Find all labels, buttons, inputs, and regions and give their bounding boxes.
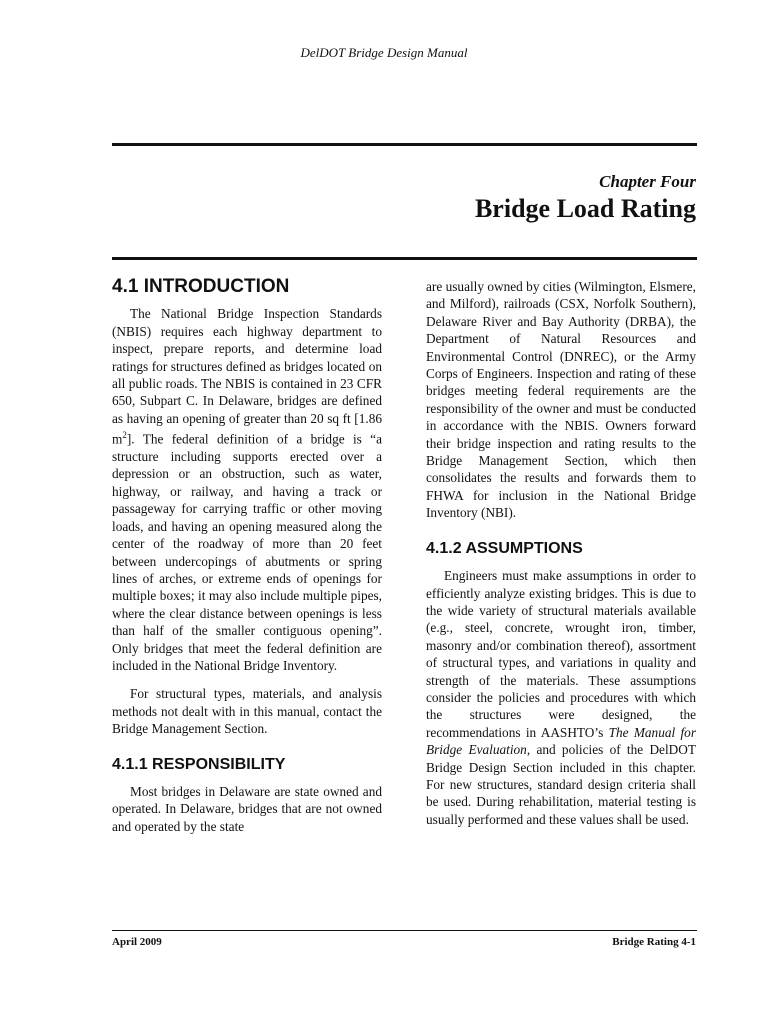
- footer-rule: [112, 930, 697, 931]
- section-heading-introduction: 4.1 INTRODUCTION: [112, 276, 290, 297]
- intro-text-a: The National Bridge Inspection Standards (NBIS) requires each highway department to inspect, prepare reports, and determine load ratings for structures defined as bridges located on all public roads. The NBIS is contained in 23 CFR 650, Subpart C. In Delaware, bridges are defined as having an opening of greater than 20 sq ft [1.86 m: [112, 306, 382, 447]
- responsibility-paragraph-continued: are usually owned by cities (Wilmington, Elsmere, and Milford), railroads (CSX, Norfolk Southern), Delaware River and Bay Authority (DRBA), the Department of Natural Resources and Environmental Control (DNREC), or the Army Corps of Engineers. Inspection and rating of these bridges meeting federal requirements are the responsibility of the owner and must be conducted in accordance with the NBIS. Owners forward their bridge inspection and rating results to the Bridge Management Section, which then consolidates the results and forwards them to FHWA for inclusion in the National Bridge Inventory (NBI).: [426, 279, 696, 521]
- footer-page-number: Bridge Rating 4-1: [612, 936, 696, 948]
- manual-title-italic: The Manual for Bridge Evaluation: [426, 724, 696, 758]
- section-heading-assumptions: 4.1.2 ASSUMPTIONS: [426, 539, 583, 557]
- section-heading-responsibility: 4.1.1 RESPONSIBILITY: [112, 755, 286, 773]
- chapter-rule: [112, 257, 697, 260]
- right-column: [426, 278, 696, 839]
- assumptions-paragraph: [426, 567, 696, 828]
- assumptions-text-b: , and policies of the DelDOT Bridge Design Section included in this chapter. For new structures, standard design criteria shall be used. During rehabilitation, material testing is usually performed and these values shall be used.: [426, 742, 696, 827]
- left-column: [112, 278, 382, 846]
- intro-paragraph-2: For structural types, materials, and analysis methods not dealt with in this manual, contact the Bridge Management Section.: [112, 686, 382, 737]
- header-rule: [112, 143, 697, 146]
- superscript-2: 2: [122, 430, 127, 441]
- footer-date: April 2009: [112, 936, 162, 948]
- intro-text-b: ]. The federal definition of a bridge is “a structure including supports erected over a depression or an obstruction, such as water, highway, or railway, and having a track or passageway for carrying traffic or other moving loads, and having an opening measured along the center of the roadway of more than 20 feet between undercopings of abutments or spring lines of arches, or extreme ends of openings for multiple boxes; it may also include multiple pipes, where the clear distance between openings is less than half of the smaller contiguous opening”. Only bridges that meet the federal definition are included in the National Bridge Inventory.: [112, 431, 382, 673]
- running-header: DelDOT Bridge Design Manual: [300, 45, 468, 60]
- responsibility-paragraph: Most bridges in Delaware are state owned and operated. In Delaware, bridges that are not owned and operated by the state: [112, 783, 382, 834]
- chapter-title: Bridge Load Rating: [474, 194, 696, 223]
- assumptions-text-a: Engineers must make assumptions in order to efficiently analyze existing bridges. This is due to the wide variety of structural materials available (e.g., steel, concrete, wrought iron, timber, masonry and/or combination thereof), assortment of structural types, and variations in quality and strength of the materials. These assumptions consider the policies and procedures with which the structures were designed, the recommendations in AASHTO’s: [426, 568, 696, 740]
- chapter-label: Chapter Four: [599, 172, 696, 191]
- intro-paragraph-1: [112, 305, 382, 674]
